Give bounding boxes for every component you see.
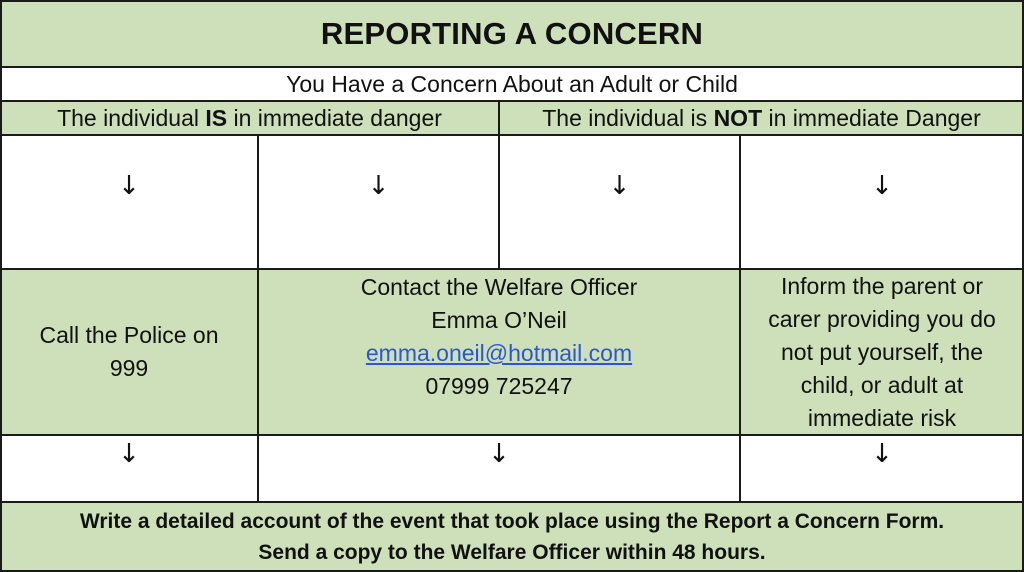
table-border: [0, 66, 1024, 68]
table-border: [739, 134, 741, 502]
table-border: [257, 134, 259, 502]
down-arrow-icon: ↓: [367, 171, 390, 201]
welfare-cell: [258, 269, 740, 435]
header-danger-cell: [0, 101, 499, 135]
table-border: [0, 134, 1024, 136]
table-border: [0, 100, 1024, 102]
welfare-phone: 07999 725247: [425, 373, 573, 399]
inform-cell: [740, 269, 1024, 435]
inform-text-line: immediate risk: [807, 404, 957, 431]
inform-text-line: child, or adult at: [800, 371, 964, 398]
subtitle: You Have a Concern About an Adult or Child: [286, 70, 738, 97]
header-no-danger-cell: [499, 101, 1024, 135]
table-border: [0, 434, 1024, 436]
table-border: [0, 268, 1024, 270]
inform-text-line: carer providing you do: [768, 305, 996, 332]
down-arrow-icon: ↓: [608, 171, 631, 201]
arrow-cell-5: [0, 435, 258, 502]
table-border: [0, 0, 1024, 2]
footer-instruction: Write a detailed account of the event that took place using the Report a Concern Form.: [79, 510, 945, 533]
arrow-cell-2: [258, 135, 499, 269]
footer-cell: [0, 502, 1024, 572]
arrow-cell-7: [740, 435, 1024, 502]
police-cell: [0, 269, 258, 435]
down-arrow-icon: ↓: [118, 439, 140, 469]
welfare-contact-text: Contact the Welfare Officer: [360, 274, 638, 300]
down-arrow-icon: ↓: [871, 439, 893, 469]
subtitle-cell: [0, 67, 1024, 101]
footer-deadline: Send a copy to the Welfare Officer within 48 hours.: [258, 541, 766, 564]
title-cell: [0, 0, 1024, 67]
inform-text-line: Inform the parent or: [780, 272, 983, 299]
welfare-email-link[interactable]: emma.oneil@hotmail.com: [365, 340, 633, 366]
table-border: [498, 100, 500, 269]
down-arrow-icon: ↓: [871, 171, 893, 201]
welfare-officer-name: Emma O’Neil: [431, 307, 567, 333]
inform-text-line: not put yourself, the: [780, 338, 983, 365]
header-danger: The individual IS in immediate danger: [57, 104, 442, 131]
arrow-cell-3: [499, 135, 740, 269]
arrow-cell-1: [0, 135, 258, 269]
down-arrow-icon: ↓: [118, 171, 140, 201]
header-no-danger: The individual is NOT in immediate Danger: [542, 104, 981, 131]
page-title: REPORTING A CONCERN: [320, 15, 704, 51]
police-number: 999: [109, 355, 149, 381]
table-border: [0, 0, 2, 572]
arrow-cell-4: [740, 135, 1024, 269]
police-text: Call the Police on: [39, 322, 219, 348]
arrow-cell-6: [258, 435, 740, 502]
table-border: [0, 501, 1024, 503]
down-arrow-icon: ↓: [488, 439, 510, 469]
